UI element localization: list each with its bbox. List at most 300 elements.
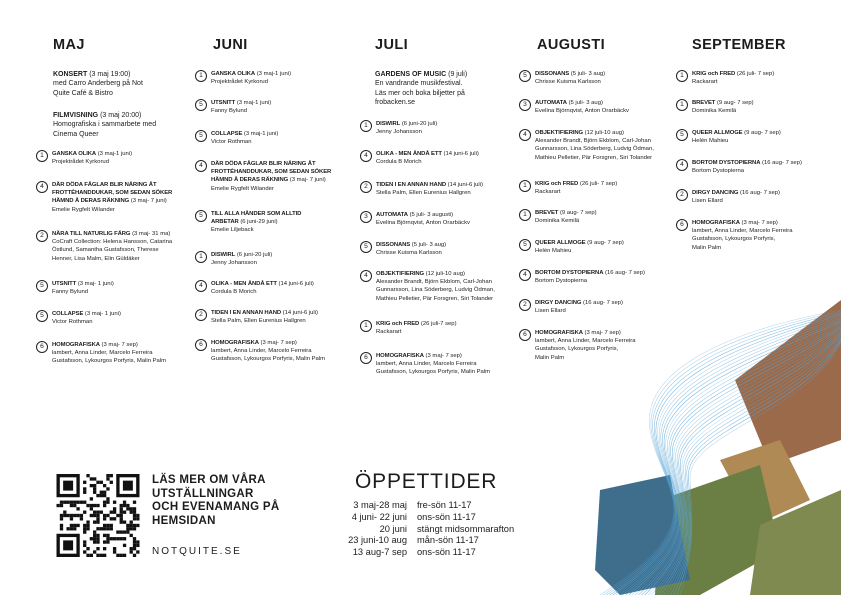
event-date: (3 maj 20:00)	[100, 112, 142, 119]
exhibition-artists: Dominika Kemilä	[535, 218, 580, 225]
event-desc-line: Homografiska i sammarbete med	[53, 121, 157, 129]
qr-module	[136, 550, 139, 553]
event-konsert	[53, 70, 173, 98]
exhibition-dates: (6 juni-20 juli)	[236, 252, 273, 258]
qr-module	[106, 527, 109, 530]
location-number-badge: 4	[519, 129, 531, 141]
exhibition-artists: Emelie Rygfelt Wilander	[211, 185, 274, 192]
oh-hours: ons-sön 11-17	[417, 511, 476, 522]
exhibition-artists: Victor Rothman	[211, 139, 252, 146]
exhibition-artists: Mathieu Pelletier, Pär Forsgren, Siri Tolander	[376, 295, 494, 302]
exhibition-title: GANSKA OLIKA	[52, 151, 97, 157]
exhibition-dates: (6 juni-29 juni)	[240, 219, 278, 226]
exhibition-artists: Victor Rothman	[52, 319, 93, 326]
qr-module	[123, 537, 126, 540]
opening-hours-row	[330, 524, 514, 536]
location-number-badge: 1	[36, 150, 48, 162]
qr-module	[100, 554, 103, 557]
exhibition-title: KRIG och FRED	[376, 321, 420, 327]
qr-module	[80, 517, 83, 520]
qr-finder-core	[63, 540, 73, 550]
qr-module	[83, 540, 86, 543]
event-title: KONSERT	[53, 71, 88, 78]
exhibition-artists: Gustafsson, Lykourgos Porfyris, Malin Palm	[52, 358, 167, 365]
oh-hours: mån-sön 11-17	[417, 535, 479, 546]
qr-module	[66, 527, 69, 530]
exhibition-title: HOMOGRAFISKA	[535, 330, 583, 336]
qr-module	[76, 501, 79, 504]
exhibition-dates: (16 aug- 7 sep)	[605, 270, 645, 276]
qr-module	[120, 514, 123, 517]
exhibition-dates: (14 juni-6 juli)	[443, 151, 479, 157]
qr-module	[130, 547, 133, 550]
qr-module	[123, 544, 126, 547]
qr-module	[70, 501, 73, 504]
exhibition-title: UTSNITT	[52, 281, 77, 287]
qr-module	[100, 527, 103, 530]
location-number-badge: 6	[360, 352, 372, 364]
opening-hours-table	[330, 500, 514, 559]
qr-module	[60, 501, 63, 504]
qr-module	[90, 514, 93, 517]
exhibition-dates: (16 aug- 7 sep)	[740, 190, 780, 196]
opening-hours-row	[330, 512, 514, 524]
exhibition-artists: lambert, Anna Linder, Marcelo Ferreira	[52, 350, 153, 357]
event-desc-line: Cinema Queer	[53, 130, 99, 138]
exhibition-title: HOMOGRAFISKA	[376, 353, 424, 359]
opening-hours-row	[330, 500, 514, 512]
exhibition-title: DIRGY DANCING	[535, 300, 582, 306]
qr-module	[76, 524, 79, 527]
exhibition-artists: Alexander Brandt, Björn Ekblom, Carl-Johan	[376, 279, 492, 286]
exhibition-artists: Projektrådet Kyrkorud	[52, 159, 109, 166]
location-number-badge: 1	[519, 209, 531, 221]
exhibition-dates: (5 juli- 3 aug)	[570, 71, 606, 77]
location-number-badge: 4	[676, 159, 688, 171]
exhibition-body	[52, 150, 132, 166]
qr-module	[100, 494, 103, 497]
qr-module	[113, 507, 116, 510]
exhibition-artists: Mathieu Pelletier, Pär Forsgren, Siri Tolander	[535, 154, 653, 161]
location-number-badge: 3	[519, 99, 531, 111]
event-desc-line: En vandrande musikfestival.	[375, 80, 463, 88]
qr-module	[103, 554, 106, 557]
exhibition-artists: Cordula B Morich	[211, 289, 257, 296]
exhibition-artists: Fanny Bylund	[52, 289, 89, 296]
website-link[interactable]: NOTQUITE.SE	[152, 546, 242, 557]
qr-module	[83, 524, 86, 527]
qr-module	[80, 501, 83, 504]
qr-module	[86, 524, 89, 527]
location-number-badge: 2	[360, 181, 372, 193]
location-number-badge: 6	[519, 329, 531, 341]
qr-module	[126, 504, 129, 507]
qr-module	[93, 477, 96, 480]
qr-module	[60, 517, 63, 520]
exhibition-title: OBJEKTIFIERING	[376, 271, 425, 277]
exhibition-title: OLIKA - MEN ÄNDÅ ETT	[376, 151, 442, 157]
qr-module	[110, 517, 113, 520]
exhibition-body	[211, 309, 318, 325]
event-desc-line: frobacken.se	[375, 99, 416, 107]
event-desc-line: med Carro Anderberg på Not	[53, 80, 143, 88]
qr-module	[93, 514, 96, 517]
exhibition-dates: (12 juli-10 aug)	[425, 271, 465, 277]
qr-module	[57, 504, 60, 507]
qr-module	[116, 514, 119, 517]
qr-module	[133, 554, 136, 557]
qr-module	[86, 520, 89, 523]
location-number-badge: 4	[36, 181, 48, 193]
exhibition-body	[535, 70, 605, 86]
exhibition-artists: Emelie Liljeback	[211, 227, 254, 234]
qr-module	[73, 514, 76, 517]
qr-module	[110, 524, 113, 527]
qr-module	[66, 514, 69, 517]
exhibition-title: UTSNITT	[211, 100, 236, 106]
exhibition-title: HÄMND Å DERAS RÄKNING	[52, 198, 130, 205]
exhibition-dates: (26 juli- 7 sep)	[736, 71, 775, 77]
location-number-badge: 4	[195, 160, 207, 172]
exhibition-dates: (5 juli- 3 augusti)	[409, 212, 454, 218]
exhibition-title: HOMOGRAFISKA	[692, 220, 740, 226]
location-number-badge: 1	[676, 99, 688, 111]
oh-dates: 13 aug-7 sep	[352, 547, 407, 558]
exhibition-dates: (3 maj- 7 juni)	[130, 198, 167, 205]
exhibition-artists: Gustafsson, Lykourgos Porfyris,	[692, 236, 776, 243]
event-filmvisning	[53, 111, 173, 139]
month-heading: JUNI	[213, 37, 248, 53]
exhibition-artists: Rackarart	[376, 329, 402, 336]
exhibition-title: COLLAPSE	[52, 311, 84, 317]
exhibition-artists: Stella Palm, Ellen Eurenius Hallgren	[376, 190, 471, 197]
qr-module	[93, 520, 96, 523]
exhibition-body	[211, 280, 314, 296]
exhibition-title: BORTOM DYSTOPIERNA	[535, 270, 604, 276]
location-number-badge: 5	[195, 210, 207, 222]
exhibition-dates: (6 juni-20 juli)	[401, 121, 438, 127]
event-title: GARDENS OF MUSIC	[375, 71, 447, 78]
oh-dates: 3 maj-28 maj	[353, 500, 407, 510]
exhibition-artists: Gustafsson, Lykourgos Porfyris,	[535, 346, 619, 353]
qr-module	[60, 514, 63, 517]
qr-module	[100, 481, 103, 484]
exhibition-body	[376, 270, 495, 303]
exhibition-dates: (3 maj- 7 sep)	[741, 220, 778, 226]
exhibition-body	[376, 211, 470, 227]
exhibition-title: COLLAPSE	[211, 131, 243, 137]
qr-module	[90, 497, 93, 500]
oh-dates: 4 juni- 22 juni	[351, 511, 407, 522]
exhibition-artists: Jenny Johansson	[211, 260, 257, 267]
exhibition-body	[211, 130, 278, 146]
exhibition-title: FROTTÉHANDDUKAR, SOM SEDAN SÖKER	[52, 190, 173, 197]
exhibition-dates: (14 juni-6 juli)	[282, 310, 319, 316]
exhibition-title: BORTOM DYSTOPIERNA	[692, 160, 761, 166]
exhibition-dates: (5 juli- 3 aug)	[411, 242, 447, 248]
exhibition-dates: (3 maj- 1 juni)	[77, 281, 114, 287]
qr-module	[110, 511, 113, 514]
exhibition-title: DIRGY DANCING	[692, 190, 739, 196]
exhibition-dates: (9 aug- 7 sep)	[716, 100, 754, 106]
exhibition-artists: Malin Palm	[692, 244, 722, 251]
qr-module	[130, 524, 133, 527]
exhibition-dates: (14 juni-6 juli)	[447, 182, 484, 188]
qr-module	[136, 524, 139, 527]
qr-module	[96, 547, 99, 550]
location-number-badge: 4	[519, 269, 531, 281]
qr-module	[90, 477, 93, 480]
exhibition-title: DISSONANS	[535, 71, 570, 77]
qr-module	[103, 501, 106, 504]
exhibition-dates: (3 maj-1 juni)	[236, 100, 272, 106]
exhibition-dates: (3 maj-1 juni)	[97, 151, 133, 157]
exhibition-artists: Helén Mahieu	[535, 248, 572, 255]
qr-finder-core	[63, 481, 73, 491]
exhibition-body	[376, 150, 479, 166]
qr-module	[120, 520, 123, 523]
exhibition-body	[376, 241, 446, 257]
landscape-artwork	[580, 290, 841, 595]
exhibition-title: DISWIRL	[376, 121, 401, 127]
qr-module	[103, 547, 106, 550]
exhibition-dates: (3 maj- 7 sep)	[101, 342, 138, 348]
qr-module	[60, 524, 63, 527]
exhibition-artists: Projektrådet Kyrkorud	[211, 79, 268, 86]
location-number-badge: 2	[195, 309, 207, 321]
exhibition-title: OLIKA - MEN ÄNDÅ ETT	[211, 281, 277, 287]
qr-module	[103, 494, 106, 497]
location-number-badge: 1	[360, 320, 372, 332]
exhibition-artists: Gunnarsson, Lina Söderberg, Ludvig Ödman,	[376, 287, 495, 294]
qr-module	[103, 534, 106, 537]
qr-module	[100, 491, 103, 494]
exhibition-artists: CoCraft Collection: Helena Hansson, Catarina	[52, 239, 173, 246]
qr-module	[130, 507, 133, 510]
qr-module	[76, 507, 79, 510]
qr-module	[70, 517, 73, 520]
exhibition-dates: (9 aug- 7 sep)	[744, 130, 781, 136]
exhibition-body	[211, 339, 325, 364]
location-number-badge: 1	[195, 251, 207, 263]
qr-module	[86, 527, 89, 530]
exhibition-artists: Evelina Björnqvist, Anton Orarbäckv	[376, 220, 470, 227]
exhibition-body	[692, 159, 802, 175]
exhibition-artists: Jenny Johansson	[376, 129, 422, 136]
qr-module	[63, 511, 66, 514]
qr-module	[113, 501, 116, 504]
qr-module	[113, 517, 116, 520]
exhibition-body	[211, 160, 331, 193]
qr-module	[126, 507, 129, 510]
exhibition-title: FROTTÉHANDDUKAR, SOM SEDAN SÖKER	[211, 169, 332, 176]
qr-module	[106, 497, 109, 500]
exhibition-title: GANSKA OLIKA	[211, 71, 256, 77]
qr-module	[120, 511, 123, 514]
exhibition-body	[535, 269, 645, 285]
qr-module	[96, 527, 99, 530]
qr-module	[103, 514, 106, 517]
qr-module	[73, 504, 76, 507]
qr-module	[133, 540, 136, 543]
callout-line: UTSTÄLLNINGAR	[152, 487, 254, 500]
qr-module	[66, 501, 69, 504]
qr-module	[126, 527, 129, 530]
exhibition-dates: (3 maj-1 juni)	[243, 131, 279, 137]
location-number-badge: 1	[360, 120, 372, 132]
exhibition-body	[52, 181, 172, 214]
qr-module	[120, 554, 123, 557]
qr-module	[70, 527, 73, 530]
qr-module	[93, 534, 96, 537]
qr-module	[103, 524, 106, 527]
qr-module	[120, 530, 123, 533]
exhibition-body	[692, 99, 754, 115]
exhibition-body	[52, 280, 114, 296]
qr-module	[126, 524, 129, 527]
qr-module	[83, 550, 86, 553]
qr-module	[96, 494, 99, 497]
qr-module	[106, 514, 109, 517]
month-heading: MAJ	[53, 37, 85, 53]
qr-module	[130, 550, 133, 553]
qr-finder-core	[123, 481, 133, 491]
exhibition-dates: (3 maj- 7 sep)	[260, 340, 297, 346]
qr-module	[120, 507, 123, 510]
qr-module	[86, 504, 89, 507]
qr-module	[110, 474, 113, 477]
qr-module	[103, 517, 106, 520]
qr-module	[63, 514, 66, 517]
exhibition-dates: (3 maj-1 juni)	[256, 71, 292, 77]
qr-module	[60, 527, 63, 530]
qr-module	[80, 514, 83, 517]
qr-module	[123, 511, 126, 514]
qr-module	[123, 530, 126, 533]
location-number-badge: 1	[519, 180, 531, 192]
qr-module	[130, 534, 133, 537]
location-number-badge: 2	[519, 299, 531, 311]
exhibition-title: QUEER ALLMOGE	[535, 240, 586, 246]
qr-code-icon[interactable]	[55, 474, 141, 557]
exhibition-body	[211, 99, 271, 115]
qr-module	[73, 524, 76, 527]
qr-module	[123, 504, 126, 507]
oh-hours: stängt midsommarafton	[417, 523, 515, 534]
exhibition-body	[692, 70, 774, 86]
qr-module	[136, 544, 139, 547]
location-number-badge: 5	[195, 130, 207, 142]
qr-module	[133, 507, 136, 510]
qr-module	[133, 501, 136, 504]
exhibition-artists: Gustafsson, Lykourgos Porfyris, Malin Palm	[376, 369, 491, 376]
exhibition-title: OBJEKTIFIERING	[535, 130, 584, 136]
exhibition-artists: Gunnarsson, Lina Söderberg, Ludvig Ödman,	[535, 146, 654, 153]
qr-module	[83, 511, 86, 514]
exhibition-title: HOMOGRAFISKA	[211, 340, 259, 346]
location-number-badge: 5	[195, 99, 207, 111]
qr-module	[100, 511, 103, 514]
opening-hours-row	[330, 547, 514, 559]
qr-module	[133, 544, 136, 547]
month-heading: JULI	[375, 37, 409, 53]
qr-module	[93, 487, 96, 490]
qr-module	[96, 534, 99, 537]
qr-module	[96, 511, 99, 514]
qr-module	[136, 517, 139, 520]
qr-module	[90, 507, 93, 510]
exhibition-dates: (16 aug- 7 sep)	[762, 160, 802, 166]
location-number-badge: 2	[676, 189, 688, 201]
qr-module	[133, 527, 136, 530]
location-number-badge: 6	[676, 219, 688, 231]
qr-module	[96, 520, 99, 523]
exhibition-artists: Lisen Ellard	[535, 308, 566, 315]
qr-module	[136, 514, 139, 517]
exhibition-artists: Gustafsson, Lykourgos Porfyris, Malin Palm	[211, 356, 326, 363]
exhibition-artists: Stella Palm, Ellen Eurenius Hallgren	[211, 318, 306, 325]
exhibition-dates: (5 juli- 3 aug)	[568, 100, 603, 106]
event-date: (9 juli)	[448, 71, 468, 78]
qr-module	[103, 484, 106, 487]
event-desc-line: Quite Café & Bistro	[53, 89, 113, 97]
qr-module	[96, 540, 99, 543]
qr-module	[133, 524, 136, 527]
exhibition-dates: (3 maj- 31 ma)	[132, 231, 171, 237]
event-title: FILMVISNING	[53, 112, 99, 119]
exhibition-body	[376, 352, 490, 377]
exhibition-title: BREVET	[692, 100, 716, 106]
qr-module	[123, 520, 126, 523]
exhibition-dates: (3 maj- 1 juni)	[84, 311, 121, 317]
location-number-badge: 2	[36, 230, 48, 242]
exhibition-dates: (3 maj- 7 sep)	[584, 330, 621, 336]
qr-module	[83, 481, 86, 484]
qr-module	[106, 540, 109, 543]
exhibition-artists: Alexander Brandt, Björn Ekblom, Carl-Johan	[535, 138, 651, 145]
qr-module	[106, 537, 109, 540]
exhibition-body	[535, 129, 654, 162]
qr-module	[120, 537, 123, 540]
exhibition-title: NÄRA TILL NATURLIG FÄRG	[52, 231, 131, 237]
location-number-badge: 5	[36, 310, 48, 322]
qr-module	[93, 511, 96, 514]
exhibition-body	[211, 70, 291, 86]
exhibition-title: TIDEN I EN ANNAN HAND	[211, 310, 282, 316]
qr-module	[110, 537, 113, 540]
exhibition-dates: (3 maj- 7 juni)	[289, 177, 326, 184]
qr-module	[133, 511, 136, 514]
exhibition-artists: Helén Mahieu	[692, 138, 729, 145]
exhibition-title: DISWIRL	[211, 252, 236, 258]
qr-module	[106, 474, 109, 477]
qr-module	[103, 504, 106, 507]
exhibition-body	[52, 341, 166, 366]
exhibition-artists: lambert, Anna Linder, Marcelo Ferreira	[535, 338, 636, 345]
exhibition-title: DÄR DÖDA FÅGLAR BLIR NÄRING ÅT	[52, 182, 157, 188]
qr-module	[83, 544, 86, 547]
location-number-badge: 5	[519, 239, 531, 251]
exhibition-title: KRIG och FRED	[692, 71, 736, 77]
qr-module	[116, 554, 119, 557]
exhibition-artists: Dominika Kemilä	[692, 108, 737, 115]
qr-module	[130, 520, 133, 523]
exhibition-body	[692, 219, 793, 252]
qr-module	[133, 517, 136, 520]
location-number-badge: 3	[360, 211, 372, 223]
qr-module	[103, 540, 106, 543]
exhibition-artists: Malin Palm	[535, 354, 565, 361]
